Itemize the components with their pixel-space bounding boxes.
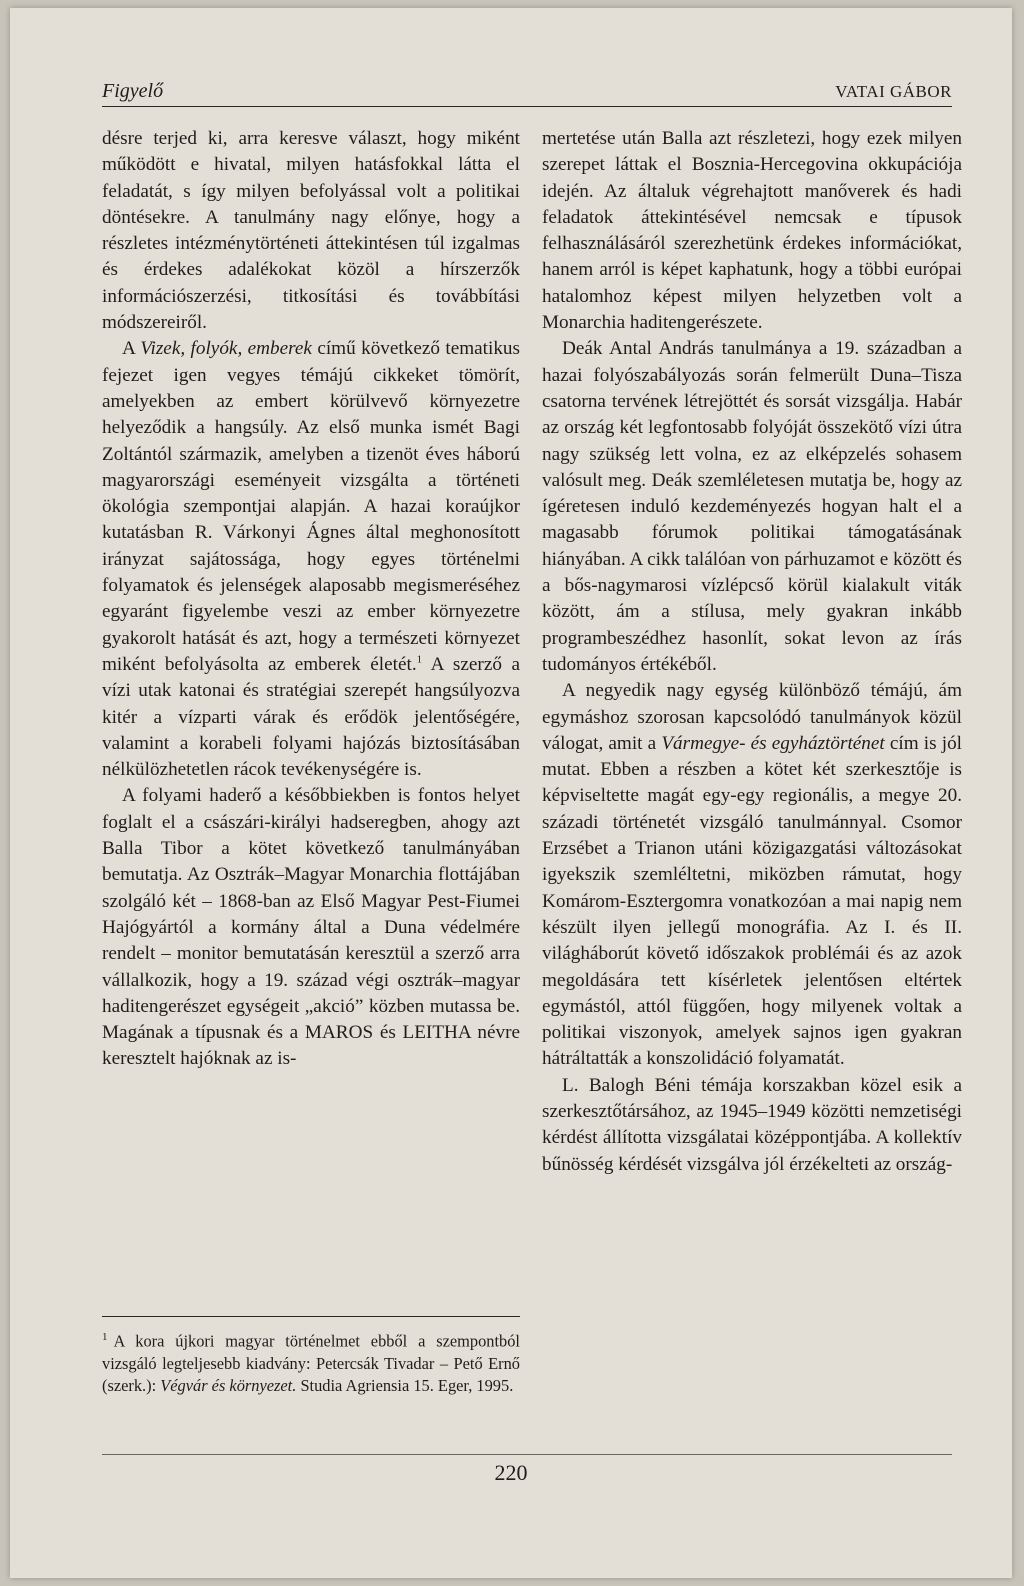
paragraph: L. Balogh Béni témája korszakban közel esik a szerkesztőtársához, az 1945–1949 közötti nemzetiségi kérdést állította vizsgálatai középpontjába. A kollektív bűnösség kérdését vizsgálva jól érzékelteti az ország-	[542, 1074, 962, 1175]
footnote: $^1$ A kora újkori magyar történelmet ebből a szempontból vizsgáló legteljesebb kiadvány: Petercsák Tivadar – Pető Ernő (szerk.): Végvár és környezet. Studia Agriensia 15. Eger, 1995.	[102, 1331, 520, 1396]
paragraph: A folyami haderő a későbbiekben is fontos helyet foglalt el a császári-királyi hadseregben, ahogy azt Balla Tibor a kötet következő tanulmányában bemutatja. Az Osztrák–Magyar Monarchia flottájában szolgáló két – 1868-ban az Első Magyar Pest-Fiumei Hajógyártól a kormány által a Duna védelmére rendelt – monitor bemutatásán keresztül a szerző arra vállalkozik, hogy a 19. század végi osztrák–magyar haditengerészet egységeit „akció” közben mutassa be. Magának a típusnak és a MAROS és LEITHA névre keresztelt hajóknak az is-	[102, 785, 520, 1070]
page-number: 220	[494, 1460, 528, 1485]
author-name: VATAI GÁBOR	[835, 82, 952, 101]
page	[10, 8, 1012, 1578]
bottom-rule	[102, 1454, 952, 1455]
footnote-reference[interactable]: 1	[416, 653, 423, 666]
paragraph: A negyedik nagy egység különböző témájú, ám egymáshoz szorosan kapcsolódó tanulmányok közül válogat, amit a Vármegye- és egyháztörténet cím is jól mutat. Ebben a részben a kötet két szerkesztője is képviseltette magát egy-egy regionális, a megye 20. századi történetét vizsgáló tanulmánnyal. Csomor Erzsébet a Trianon utáni közigazgatási változásokat igyekszik szemléltetni, miközben rámutat, hogy Komárom-Esztergomra vonatkozóan a mai napig nem készült ilyen jellegű monográfia. Az I. és II. világháborút követő időszakok problémái és az azok megoldására tett kísérletek jelentősen eltértek egymástól, attól függően, hogy milyenek voltak a politikai viszonyok, amelyek sajnos igen gyakran hátráltatták a konszolidáció folyamatát.	[542, 680, 962, 1070]
italic-title: Vizek, folyók, emberek	[140, 338, 312, 360]
right-column	[542, 126, 962, 1178]
left-column	[102, 126, 520, 1073]
section-title: Figyelő	[102, 80, 164, 102]
paragraph: Deák Antal András tanulmánya a 19. században a hazai folyószabályozás során felmerült Duna–Tisza csatorna tervének létrejöttét és sorsát vizsgálja. Habár az ország két legfontosabb folyóját összekötő vízi útra nagy szükség lett volna, ez az elképzelés sohasem valósult meg. Deák szemléletesen mutatja be, hogy az ígéretesen induló kezdeményezés hogyan halt el a magasabb fórumok politikai támogatásának hiányában. A cikk találóan von párhuzamot e között és a bős-nagymarosi vízlépcső körül kialakult viták között, ám a stílusa, mely gyakran inkább programbeszédhez hasonlít, sokat levon az írás tudományos értékéből.	[542, 338, 962, 675]
paragraph: A Vizek, folyók, emberek című következő tematikus fejezet igen vegyes témájú cikkeket tömörít, amelyekben az embert körülvevő környezetre helyeződik a hangsúly. Az első munka ismét Bagi Zoltántól származik, amelyben a tizenöt éves háború magyarországi eseményeit vizsgálta a történeti ökológia szempontjai alapján. A hazai koraújkor kutatásban R. Várkonyi Ágnes által meghonosított irányzat sajátossága, hogy egyes történelmi folyamatok és jelenségek alaposabb megismeréséhez egyaránt figyelembe veszi az ember környezetre gyakorolt hatását és azt, hogy a természeti környezet miként befolyásolta az emberek életét.$^1$ A szerző a vízi utak katonai és stratégiai szerepét hangsúlyozva kitér a vízparti várak és erődök jelentőségére, valamint a korabeli folyami hajózás biztosításában nélkülözhetetlen rácok tevékenységére is.	[102, 338, 520, 781]
footnote-separator	[102, 1316, 520, 1317]
paragraph: mertetése után Balla azt részletezi, hogy ezek milyen szerepet láttak el Bosznia-Hercegovina okkupációja idején. Az általuk végrehajtott manőverek és hadi feladatok áttekintésével nemcsak e típusok felhasználásáról szerezhetünk érdekes információkat, hanem arról is képet kaphatunk, hogy a többi európai hatalomhoz képest milyen helyzetben volt a Monarchia haditengerészete.	[542, 128, 962, 334]
footnote-mark: 1	[102, 1331, 108, 1343]
running-header	[102, 76, 952, 107]
paragraph: désre terjed ki, arra keresve választ, hogy miként működött e hivatal, milyen hatásfokkal látta el feladatát, s így milyen befolyással volt a politikai döntésekre. A tanulmány nagy előnye, hogy a részletes intézménytörténeti áttekintésen túl izgalmas és érdekes adalékokat közöl a hírszerzők információszerzési, titkosítási és továbbítási módszereiről.	[102, 128, 520, 334]
italic-title: Vármegye- és egyháztörténet	[661, 732, 885, 754]
